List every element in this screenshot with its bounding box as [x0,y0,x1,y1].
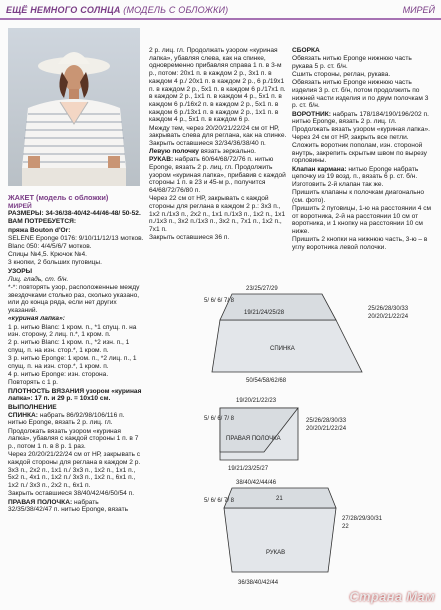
back-diagram [204,286,409,384]
front-width-dim: 19/21/23/25/27 [228,466,269,472]
collar-heading: ВОРОТНИК: [292,110,331,118]
back-heading: СПИНКА: [8,411,38,419]
sizes-text: РАЗМЕРЫ: 34-36/38-40/42-44/46-48/ 50-52. [8,210,141,218]
page-header [0,0,441,22]
front-diagram [204,398,347,472]
materials-1: пряжа Bouton d'Or: [8,226,71,234]
back-left-dim: 5/ 6/ 6/ 7/ 8 [204,298,235,304]
title-main: ЕЩЁ НЕМНОГО СОЛНЦА [6,5,121,15]
collar-1: набрать 178/184/190/196/202 п. нитью Eponge, вязать 2 р. лиц. гл. Продолжать вязать узором «куриная лапка». Через 24 см от НР, закрыть все петли. [292,110,431,141]
right-column [292,47,432,252]
model-photo [8,28,140,186]
pattern-1: Лиц. гладь, ст. б/н. [8,275,69,283]
finish-1: Пришить 2 пуговицы, 1-ю на расстоянии 4 см от воротника, 2-й на расстоянии 10 см от воротника, и 1 кнопку на расстоянии 10 см ниже. [292,205,432,236]
back-3: Через 20/20/21/22/24 см от НР, закрывать с каждой стороны для реглана в каждом 2 р. 3х3 п., 2х2 п., 1х1 п./ 3х3 п., 1х2 п., 1х1 п., 5х2 п., 4х1 п., 1х2 п./ 3х3 п., 1х2 п., 6х1 п., 1х2 п./ 3х3 п., 2х2 п., 6х1 п. [8,451,141,490]
back-1: набрать 86/92/98/106/116 п. нитью Eponge, вязать 2 р. лиц. гл. [8,411,125,427]
assembly-3: Обвязать нитью Eponge нижнюю часть изделия 3 р. ст. б/н, потом продолжить по нижней части изделия и по двум полочкам 3 р. ст. б/н. [292,79,429,110]
front-side-dim: 25/26/28/30/33 [306,418,347,424]
materials-heading: ВАМ ПОТРЕБУЕТСЯ: [8,218,77,226]
assembly-1: Обвязать нитью Eponge нижнюю часть рукава 5 р. ст. б/н. [292,55,412,70]
sleeve-3: Закрыть оставшиеся 36 п. [149,234,230,242]
left-column [8,190,144,514]
left-front-text: вязать зеркально. [198,148,256,156]
header-rule [0,18,441,20]
patterns-heading: УЗОРЫ [8,267,33,275]
front-side-dim2: 20/20/21/22/24 [306,426,347,432]
sleeve-diagram [204,480,383,586]
right-front-1: набрать 32/35/38/42/47 п. нитью Eponge, вязать [8,498,129,514]
sleeve-label: РУКАВ [266,550,286,556]
back-label: СПИНКА [270,346,295,352]
model-title: ЖАКЕТ (модель с обложки) [8,193,109,202]
pattern-5: 2 р. нитью Blanc: 1 кром. п., *2 изн. п., 1 спущ. п. на изн. стор.*, 1 кром. п. [8,339,130,355]
sleeve-bottom-dim: 36/38/40/42/44 [238,580,279,586]
sleeve-left-dim: 5/ 6/ 6/ 7/ 8 [204,498,235,504]
pattern-3: «куриная лапка»: [8,315,65,323]
left-front-heading: Левую полочку [149,148,199,156]
collar-2: Сложить воротник пополам, изн. стороной внутрь, закрепить скрытым швом по вырезу горловины. [292,141,427,165]
assembly-2: Сшить стороны, реглан, рукава. [292,71,391,79]
sleeve-2: Через 22 см от НР, закрывать с каждой стороны для реглана в каждом 2 р.: 3х3 п., 1х2 п./1х3 п., 2х2 п., 1х1 п./1х3 п., 1х2 п., 1х1 п./1х3 п., 3х2 п./1х3 п., 3х2 п., 7х1 п., 1х2 п., 7х1 п. [149,195,286,234]
pattern-7: 4 р. нитью Eponge: изн. сторона. [8,371,109,379]
materials-3: Blanc 050: 4/4/5/6/7 мотков. [8,243,92,251]
front-top-dim: 19/20/21/22/23 [236,398,277,404]
pattern-6: 3 р. нитью Eponge: 1 кром. п., *2 лиц. п., 1 спущ. п. на изн. стор.*, 1 кром. п. [8,355,137,371]
sleeve-side-dim: 27/28/29/30/31 [342,516,383,522]
back-2: Продолжать вязать узором «куриная лапка», убавляя с каждой стороны 1 п. в 7 р., потом 1 п. в 8 р. 1 раз. [8,427,139,451]
sleeve-heading: РУКАВ: [149,156,174,164]
pocket-1: нитью Eponge набрать цепочку из 19 возд. п., вязать 6 р. ст. б/н. Изготовить 2-й клапан так же. [292,165,419,188]
middle-column [149,47,288,243]
header-author: МИРЕЙ [402,5,435,15]
sleeve-mid-dim: 21 [276,496,283,502]
pattern-diagrams [204,286,438,592]
back-4: Закрыть оставшиеся 38/40/42/46/50/54 п. [8,490,135,498]
back-width-dim: 50/54/58/62/68 [246,378,287,384]
page-title [6,5,228,15]
density-text: ПЛОТНОСТЬ ВЯЗАНИЯ узором «куриная лапка»: 17 п. и 29 р. = 10х10 см. [8,387,142,403]
pocket-2: Пришить клапаны к полочкам диагонально (см. фото). [292,189,425,204]
materials-4: Спицы №4,5. Крючок №4. [8,251,87,259]
back-side-dim: 25/26/28/30/33 [368,306,409,312]
pocket-heading: Клапан кармана: [292,165,347,173]
back-inner-dim: 19/21/24/25/28 [244,310,285,316]
mid-text-1: 2 р. лиц. гл. Продолжать узором «куриная лапка», убавляя слева, как на спинке, одновременно прибавляя справа 1 п. в 3-м р., потом: 20х1 п. в каждом 2 р., 3х1 п. в каждом 4 р./ 20х1 п. в каждом 2 р., 6 р./19х1 п. в каждом 2 р., 5х1 п. в каждом 6 р./17х1 п. в каждом 2 р., 1х1 п. в каждом 4 р., 5х1 п. в каждом 6 р./16х2 п. в каждом 2 р., 5х1 п. в каждом 6 р./13х1 п. в каждом 2 р., 1х1 п. в каждом 4 р., 5х1 п. в каждом 6 р. [149,47,286,124]
materials-2: SELENE Eponge 0176: 9/10/11/12/13 мотков. [8,234,144,242]
pattern-4: 1 р. нитью Blanc: 1 кром. п., *1 спущ. п. на изн. сторону, 2 лиц. п.*, 1 кром. п. [8,323,137,339]
site-watermark: Страна Мам [349,589,435,604]
back-top-dim: 23/25/27/29 [246,286,278,292]
right-front-heading: ПРАВАЯ ПОЛОЧКА: [8,498,73,506]
mid-text-2: Между тем, через 20/20/21/22/24 см от НР, закрывать слева для реглана, как на спинке. Закрыть оставшиеся 32/34/36/38/40 п. [149,124,287,147]
front-left-dim: 5/ 6/ 6/ 7/ 8 [204,416,235,422]
front-label: ПРАВАЯ ПОЛОЧКА [226,436,281,442]
sleeve-top-dim: 38/40/42/44/46 [236,480,277,486]
sleeve-side-dim2: 22 [342,524,349,530]
execution-heading: ВЫПОЛНЕНИЕ [8,403,57,411]
back-side-dim2: 20/20/21/22/24 [368,314,409,320]
materials-5: 3 кнопки, 2 больших пуговицы. [8,259,103,267]
title-rest: (МОДЕЛЬ С ОБЛОЖКИ) [120,5,229,15]
finish-2: Пришить 2 кнопки на нижнюю часть, 3-ю – в углу воротника левой полочки. [292,236,428,252]
assembly-heading: СБОРКА [292,47,320,54]
pattern-2: *-*: повторять узор, расположенные между звездочками столько раз, сколько указано, или до конца ряда, если нет других указаний. [8,284,140,315]
pattern-8: Повторять с 1 р. [8,379,58,387]
author-name: МИРЕЙ [8,202,32,210]
sleeve-1: набрать 60/64/68/72/76 п. нитью Eponge, вязать 2 р. лиц. гл. Продолжить узором «куриная лапка», прибавив с каждой стороны 1 п. в 23 и 45-м р., получится 64/68/72/76/80 п. [149,156,286,195]
